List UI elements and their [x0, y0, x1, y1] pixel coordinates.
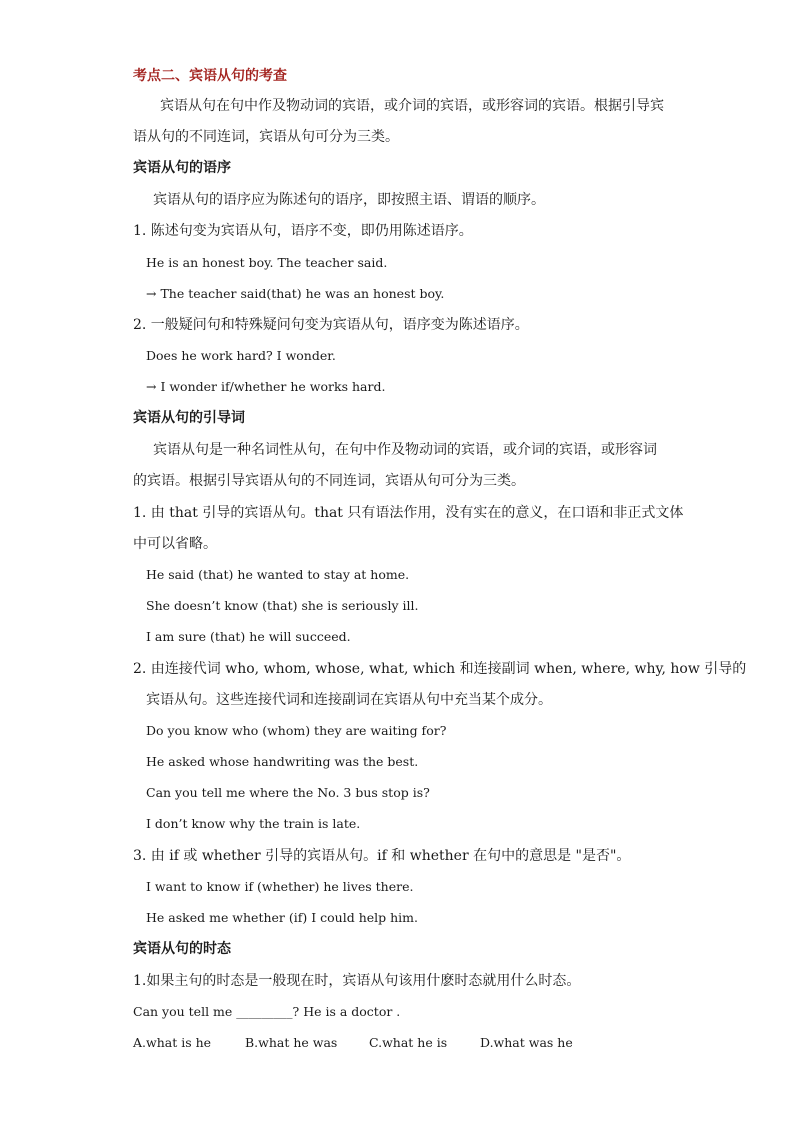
heading-tense: 宾语从句的时态 [133, 941, 231, 957]
example-sentence: He asked me whether (if) I could help him. [146, 910, 418, 925]
word-order-desc: 宾语从句的语序应为陈述句的语序，即按照主语、谓语的顺序。 [153, 192, 545, 208]
example-sentence: He asked whose handwriting was the best. [146, 754, 419, 769]
example-sentence: I don’t know why the train is late. [146, 816, 361, 831]
word-order-item-1: 1. 陈述句变为宾语从句，语序不变，即仍用陈述语序。 [133, 223, 473, 239]
example-sentence: Do you know who (whom) they are waiting for? [146, 723, 447, 738]
example-sentence: I want to know if (whether) he lives there. [146, 879, 414, 894]
heading-conjunctions: 宾语从句的引导词 [133, 410, 245, 426]
conj-desc-1: 宾语从句是一种名词性从句，在句中作及物动词的宾语，或介词的宾语，或形容词 [153, 442, 657, 458]
example-sentence: He is an honest boy. The teacher said. [146, 255, 388, 270]
example-sentence: Does he work hard? I wonder. [146, 348, 336, 363]
option-a: A.what is he [133, 1035, 212, 1050]
word-order-item-2: 2. 一般疑问句和特殊疑问句变为宾语从句，语序变为陈述语序。 [133, 317, 529, 333]
example-sentence: → I wonder if/whether he works hard. [146, 379, 386, 394]
tense-item-1: 1.如果主句的时态是一般现在时，宾语从句该用什麽时态就用什么时态。 [133, 973, 581, 989]
section-title: 考点二、宾语从句的考查 [133, 68, 287, 84]
conj-item-2a: 2. 由连接代词 who, whom, whose, what, which 和连接副词 when, where, why, how 引导的 [133, 661, 747, 677]
example-sentence: She doesn’t know (that) she is seriously ill. [146, 598, 419, 613]
conj-item-2b: 宾语从句。这些连接代词和连接副词在宾语从句中充当某个成分。 [146, 692, 552, 708]
example-sentence: I am sure (that) he will succeed. [146, 629, 351, 644]
exercise-question: Can you tell me _________? He is a doctor . [133, 1004, 401, 1019]
example-sentence: → The teacher said(that) he was an honest boy. [146, 286, 445, 301]
heading-word-order: 宾语从句的语序 [133, 160, 231, 176]
intro-line-1: 宾语从句在句中作及物动词的宾语，或介词的宾语，或形容词的宾语。根据引导宾 [160, 98, 664, 114]
conj-item-3: 3. 由 if 或 whether 引导的宾语从句。if 和 whether 在句中的意思是 "是否"。 [133, 848, 631, 864]
intro-line-2: 语从句的不同连词，宾语从句可分为三类。 [133, 129, 399, 145]
conj-desc-2: 的宾语。根据引导宾语从句的不同连词，宾语从句可分为三类。 [133, 473, 525, 489]
conj-item-1a: 1. 由 that 引导的宾语从句。that 只有语法作用，没有实在的意义，在口语和非正式文体 [133, 505, 684, 521]
example-sentence: He said (that) he wanted to stay at home. [146, 567, 410, 582]
option-c: C.what he is [369, 1035, 448, 1050]
conj-item-1b: 中可以省略。 [133, 536, 217, 552]
option-b: B.what he was [245, 1035, 338, 1050]
example-sentence: Can you tell me where the No. 3 bus stop is? [146, 785, 430, 800]
option-d: D.what was he [480, 1035, 573, 1050]
